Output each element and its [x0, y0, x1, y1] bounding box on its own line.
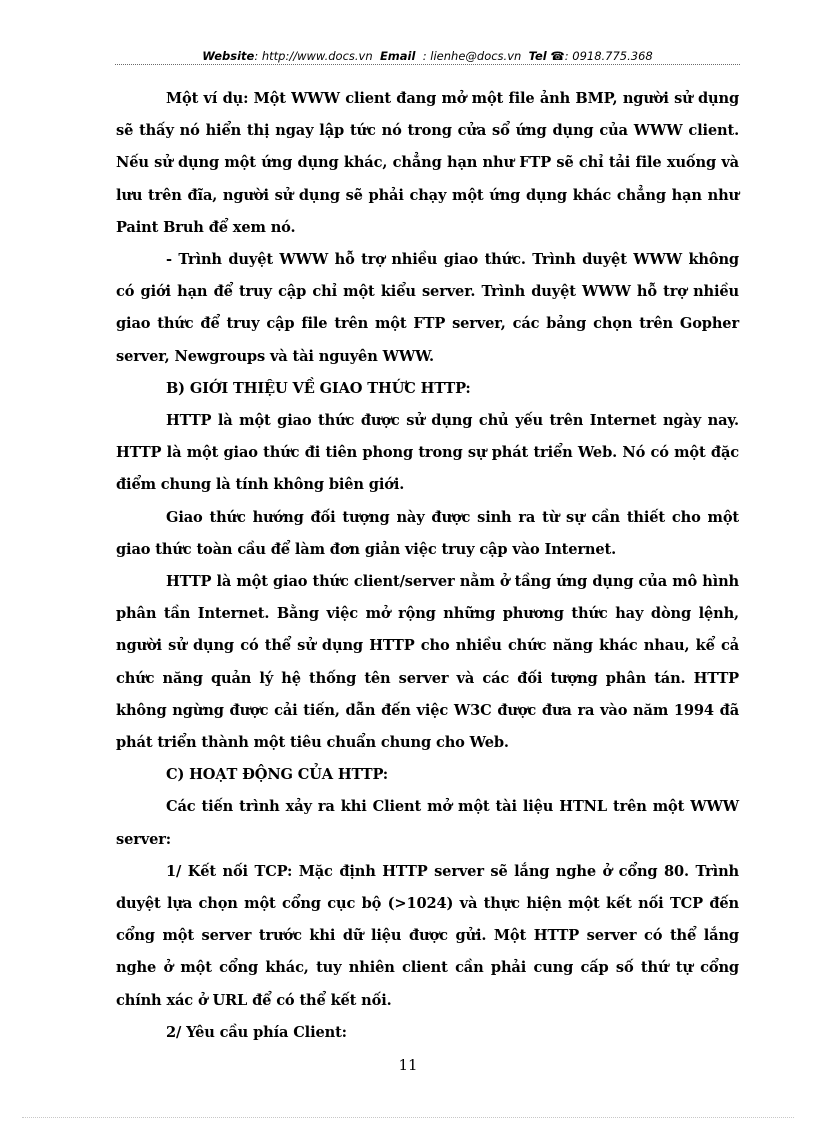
- page-number: 11: [398, 1056, 418, 1074]
- paragraph-processes: Các tiến trình xảy ra khi Client mở một tài liệu HTNL trên một WWW server:: [116, 798, 739, 848]
- paragraph-client-server: HTTP là một giao thức client/server nằm ở tầng ứng dụng của mô hình phân tần Internet. Bằng việc mở rộng những phương thức hay dòng lệnh, người sử dụng có thể sử dụng HTTP cho nhiều chức năng khác nhau, kể cả chức năng quản lý hệ thống tên server và các đối tượng phân tán. HTTP không ngừng được cải tiến, dẫn đến việc W3C được đưa ra vào năm 1994 đã phát triển thành một tiêu chuẩn chung cho Web.: [116, 573, 739, 752]
- header-divider: [115, 64, 740, 65]
- paragraph-object-protocol: Giao thức hướng đối tượng này được sinh ra từ sự cần thiết cho một giao thức toàn cầu để làm đơn giản việc truy cập vào Internet.: [116, 508, 739, 558]
- paragraph-http-intro: HTTP là một giao thức được sử dụng chủ yếu trên Internet ngày nay. HTTP là một giao thức đi tiên phong trong sự phát triển Web. Nó có một đặc điểm chung là tính không biên giới.: [116, 412, 739, 494]
- paragraph-client-request: 2/ Yêu cầu phía Client:: [166, 1023, 347, 1041]
- section-heading-b: B) GIỚI THIỆU VỀ GIAO THỨC HTTP:: [166, 379, 471, 397]
- paragraph-browser-protocols: - Trình duyệt WWW hỗ trợ nhiều giao thức. Trình duyệt WWW không có giới hạn để truy cập chỉ một kiểu server. Trình duyệt WWW hỗ trợ nhiều giao thức để truy cập file trên một FTP server, các bảng chọn trên Gopher server, Newgroups và tài nguyên WWW.: [116, 251, 739, 365]
- page-bottom-divider: [22, 1117, 794, 1118]
- tel-value: : 0918.775.368: [564, 49, 653, 63]
- website-value: : http://www.docs.vn: [254, 49, 373, 63]
- email-label: Email: [379, 49, 416, 63]
- page-header: [115, 47, 740, 65]
- paragraph-tcp-connection: 1/ Kết nối TCP: Mặc định HTTP server sẽ lắng nghe ở cổng 80. Trình duyệt lựa chọn một cổng cục bộ (>1024) và thực hiện một kết nối TCP đến cổng một server trước khi dữ liệu được gửi. Một HTTP server có thể lắng nghe ở một cổng khác, tuy nhiên client cần phải cung cấp số thứ tự cổng chính xác ở URL để có thể kết nối.: [116, 862, 739, 1009]
- website-label: Website: [202, 49, 255, 63]
- paragraph-example: Một ví dụ: Một WWW client đang mở một file ảnh BMP, người sử dụng sẽ thấy nó hiển thị ngay lập tức nó trong cửa sổ ứng dụng của WWW client. Nếu sử dụng một ứng dụng khác, chẳng hạn như FTP sẽ chỉ tải file xuống và lưu trên đĩa, người sử dụng sẽ phải chạy một ứng dụng khác chẳng hạn như Paint Bruh để xem nó.: [116, 90, 739, 236]
- document-body: [116, 83, 739, 1049]
- phone-icon: ☎: [550, 49, 565, 63]
- section-heading-c: C) HOẠT ĐỘNG CỦA HTTP:: [166, 766, 388, 784]
- tel-label: Tel: [528, 49, 547, 63]
- email-value: : lienhe@docs.vn: [422, 49, 522, 63]
